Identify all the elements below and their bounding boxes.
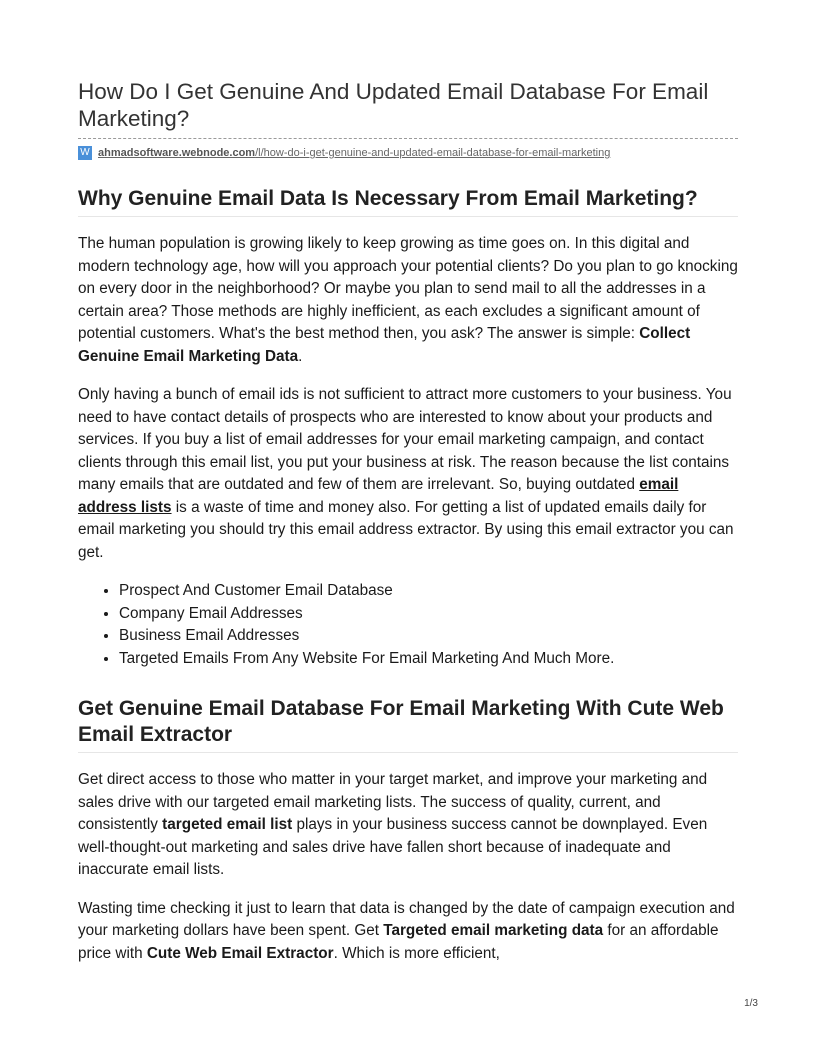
bold-phrase: targeted email list: [162, 816, 293, 833]
list-item: • Business Email Addresses: [119, 625, 738, 648]
list-item: • Prospect And Customer Email Database: [119, 580, 738, 603]
source-link[interactable]: [98, 146, 610, 160]
paragraph-text: Get direct access to those who matter in your target market, and improve your marketing and sales drive with our targeted email marketing lists. The success of quality, current, and consistently: [78, 771, 708, 833]
bold-phrase: Collect Genuine Email Marketing Data: [78, 325, 691, 365]
section-heading-why: Why Genuine Email Data Is Necessary From Email Marketing?: [78, 186, 738, 217]
page-title: How Do I Get Genuine And Updated Email Database For Email Marketing?: [78, 78, 738, 139]
page-number: 1/3: [744, 998, 758, 1009]
email-address-lists-link[interactable]: email address lists: [78, 476, 679, 516]
paragraph-text: for an affordable price with: [78, 922, 719, 962]
paragraph-text: Wasting time checking it just to learn that data is changed by the date of campaign execution and your marketing dollars have been spent. Get: [78, 899, 735, 939]
webnode-icon: W: [78, 146, 92, 160]
paragraph-text: .: [298, 347, 303, 365]
paragraph-text: is a waste of time and money also. For getting a list of updated emails daily for email marketing you should try this email address extractor. By using this email extractor you can get.: [78, 498, 734, 561]
bold-phrase: Cute Web Email Extractor: [146, 944, 334, 962]
source-path: /l/how-do-i-get-genuine-and-updated-email-database-for-email-marketing: [255, 147, 611, 159]
paragraph: [78, 384, 738, 564]
list-item: • Company Email Addresses: [119, 603, 738, 626]
paragraph: [78, 769, 738, 882]
paragraph-text: Only having a bunch of email ids is not sufficient to attract more customers to your business. You need to have contact details of prospects who are interested to know about your products and services. If you buy a list of email addresses for your email marketing campaign, and contact clients through this email list, you put your business at risk. The reason because the list contains many emails that are outdated and few of them are irrelevant. So, buying outdated: [78, 386, 732, 493]
paragraph-text: The human population is growing likely to keep growing as time goes on. In this digital and modern technology age, how will you approach your potential clients? Do you plan to go knocking on every door in the neighborhood? Or maybe you plan to send mail to all the addresses in a certain area? Those methods are highly inefficient, as each excludes a significant amount of potential customers. What's the best method then, you ask? The answer is simple:: [78, 235, 738, 342]
list-item: • Targeted Emails From Any Website For Email Marketing And Much More.: [119, 648, 738, 671]
paragraph-text: . Which is more efficient,: [333, 944, 500, 962]
document-page: [78, 78, 738, 965]
source-domain: ahmadsoftware.webnode.com: [98, 147, 256, 159]
bold-phrase: Targeted email marketing data: [383, 922, 604, 939]
paragraph-text: plays in your business success cannot be downplayed. Even well-thought-out marketing and sales drive have fallen short because of inadequate and inaccurate email lists.: [78, 816, 708, 878]
paragraph: [78, 233, 738, 368]
section-heading-get-genuine: Get Genuine Email Database For Email Marketing With Cute Web Email Extractor: [78, 696, 738, 753]
source-line: [78, 146, 738, 160]
paragraph: [78, 898, 738, 966]
feature-list: [78, 580, 738, 670]
